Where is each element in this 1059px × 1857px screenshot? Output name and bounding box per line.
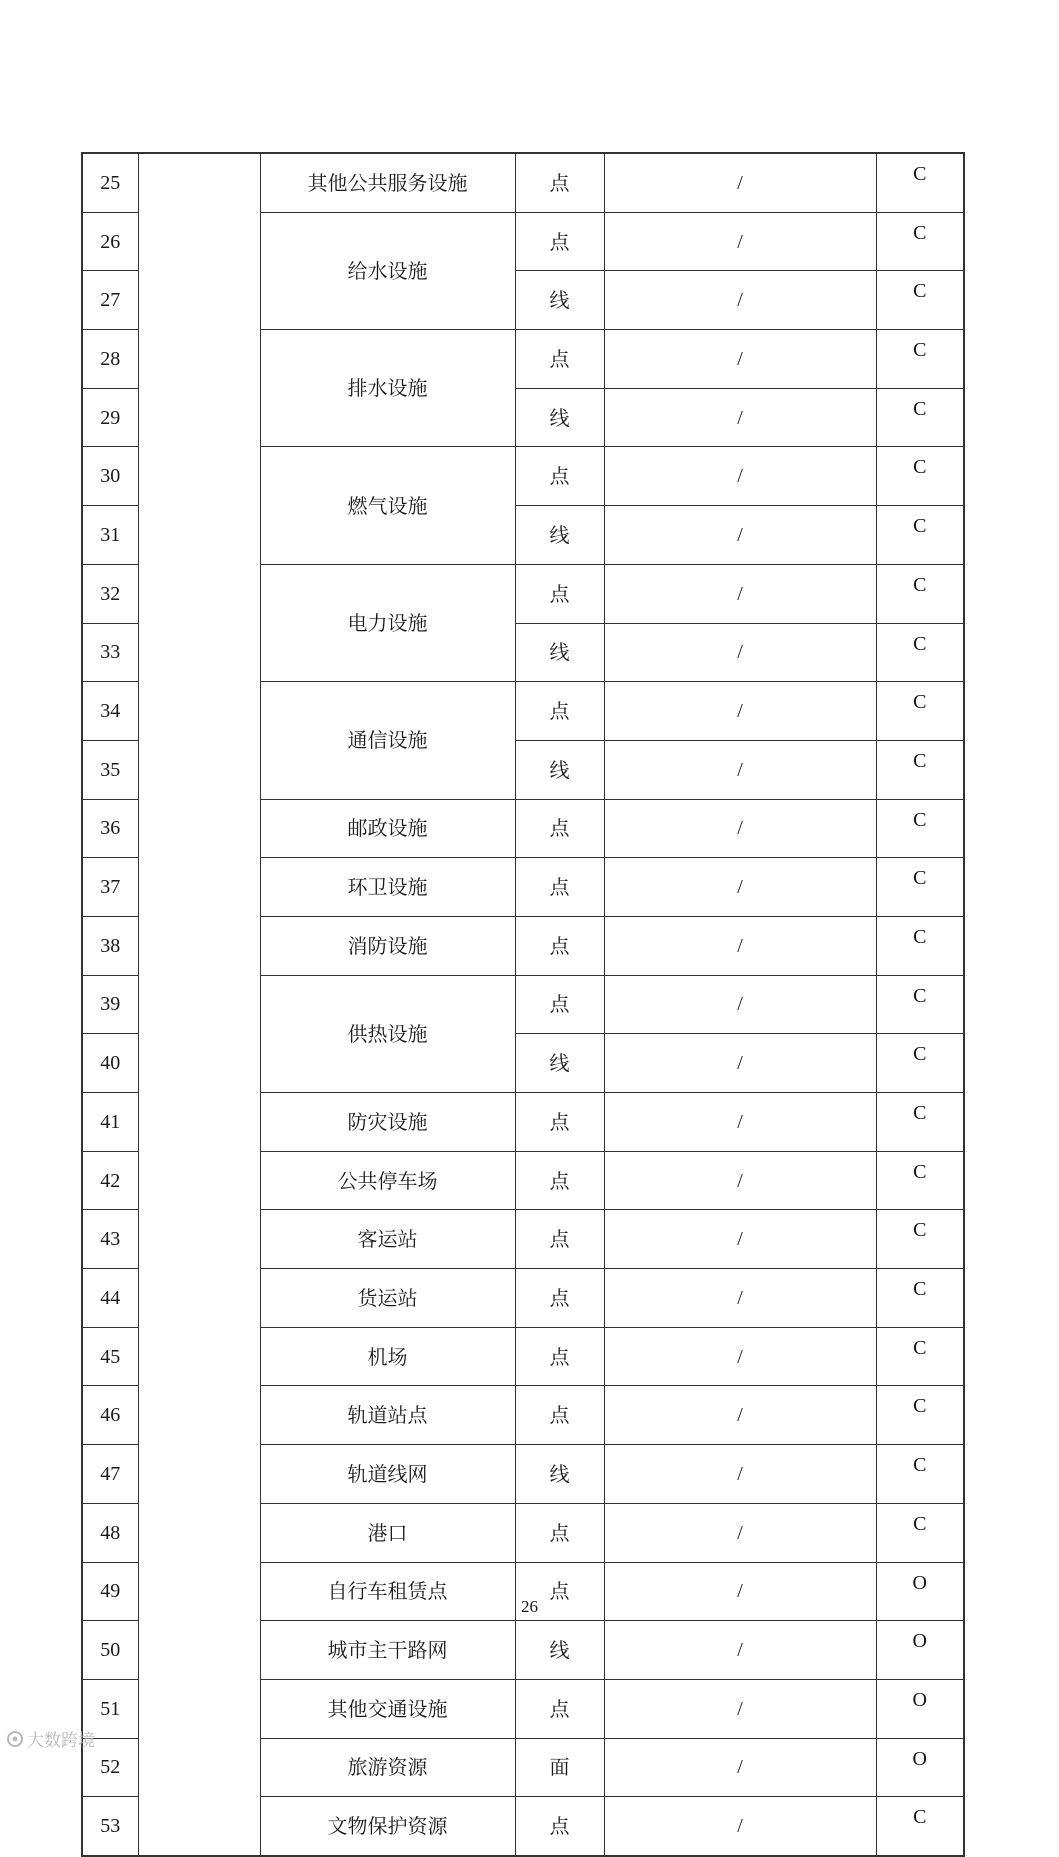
- requirement-cell: /: [604, 1445, 876, 1504]
- geometry-type-cell: 点: [515, 1562, 604, 1621]
- row-number-cell: 29: [82, 388, 138, 447]
- grade-cell: C: [876, 1093, 964, 1152]
- row-number-cell: 27: [82, 271, 138, 330]
- requirement-cell: /: [604, 1269, 876, 1328]
- watermark-logo-icon: [6, 1730, 24, 1748]
- geometry-type-cell: 点: [515, 1093, 604, 1152]
- grade-cell: C: [876, 1386, 964, 1445]
- grade-cell: C: [876, 1445, 964, 1504]
- row-number-cell: 53: [82, 1797, 138, 1856]
- grade-cell: O: [876, 1679, 964, 1738]
- geometry-type-cell: 线: [515, 388, 604, 447]
- requirement-cell: /: [604, 916, 876, 975]
- row-number-cell: 32: [82, 564, 138, 623]
- row-number-cell: 37: [82, 858, 138, 917]
- facility-name-cell: 轨道线网: [260, 1445, 515, 1504]
- row-number-cell: 51: [82, 1679, 138, 1738]
- geometry-type-cell: 线: [515, 623, 604, 682]
- row-number-cell: 40: [82, 1034, 138, 1093]
- geometry-type-cell: 点: [515, 212, 604, 271]
- row-number-cell: 47: [82, 1445, 138, 1504]
- grade-cell: C: [876, 1797, 964, 1856]
- geometry-type-cell: 点: [515, 799, 604, 858]
- geometry-type-cell: 点: [515, 858, 604, 917]
- geometry-type-cell: 点: [515, 682, 604, 741]
- grade-cell: C: [876, 623, 964, 682]
- requirement-cell: /: [604, 330, 876, 389]
- facility-name-cell: 排水设施: [260, 330, 515, 447]
- grade-cell: O: [876, 1621, 964, 1680]
- grade-cell: C: [876, 212, 964, 271]
- row-number-cell: 49: [82, 1562, 138, 1621]
- requirement-cell: /: [604, 1093, 876, 1152]
- requirement-cell: /: [604, 623, 876, 682]
- requirement-cell: /: [604, 1679, 876, 1738]
- geometry-type-cell: 点: [515, 1503, 604, 1562]
- geometry-type-cell: 点: [515, 153, 604, 212]
- row-number-cell: 36: [82, 799, 138, 858]
- requirement-cell: /: [604, 740, 876, 799]
- geometry-type-cell: 线: [515, 506, 604, 565]
- facility-name-cell: 机场: [260, 1327, 515, 1386]
- requirement-cell: /: [604, 271, 876, 330]
- facility-name-cell: 港口: [260, 1503, 515, 1562]
- geometry-type-cell: 线: [515, 1445, 604, 1504]
- facility-name-cell: 客运站: [260, 1210, 515, 1269]
- requirement-cell: /: [604, 1797, 876, 1856]
- requirement-cell: /: [604, 1327, 876, 1386]
- geometry-type-cell: 点: [515, 1386, 604, 1445]
- requirement-cell: /: [604, 1034, 876, 1093]
- requirement-cell: /: [604, 1151, 876, 1210]
- geometry-type-cell: 点: [515, 975, 604, 1034]
- geometry-type-cell: 点: [515, 1151, 604, 1210]
- watermark: [6, 1726, 95, 1751]
- requirement-cell: /: [604, 153, 876, 212]
- table-row: [82, 153, 964, 212]
- facility-name-cell: 电力设施: [260, 564, 515, 681]
- row-number-cell: 44: [82, 1269, 138, 1328]
- row-number-cell: 30: [82, 447, 138, 506]
- facility-name-cell: 文物保护资源: [260, 1797, 515, 1856]
- requirement-cell: /: [604, 1210, 876, 1269]
- geometry-type-cell: 点: [515, 447, 604, 506]
- geometry-type-cell: 线: [515, 1034, 604, 1093]
- grade-cell: C: [876, 682, 964, 741]
- grade-cell: C: [876, 388, 964, 447]
- row-number-cell: 35: [82, 740, 138, 799]
- facility-name-cell: 供热设施: [260, 975, 515, 1092]
- geometry-type-cell: 点: [515, 564, 604, 623]
- grade-cell: C: [876, 447, 964, 506]
- requirement-cell: /: [604, 682, 876, 741]
- grade-cell: C: [876, 1269, 964, 1328]
- grade-cell: C: [876, 330, 964, 389]
- watermark-text: 大数跨境: [27, 1731, 95, 1751]
- grade-cell: C: [876, 740, 964, 799]
- facility-name-cell: 城市主干路网: [260, 1621, 515, 1680]
- row-number-cell: 28: [82, 330, 138, 389]
- page-number: 26: [521, 1597, 538, 1616]
- requirement-cell: /: [604, 1621, 876, 1680]
- requirement-cell: /: [604, 799, 876, 858]
- requirement-cell: /: [604, 1562, 876, 1621]
- row-number-cell: 38: [82, 916, 138, 975]
- facility-name-cell: 燃气设施: [260, 447, 515, 564]
- requirement-cell: /: [604, 1503, 876, 1562]
- row-number-cell: 52: [82, 1738, 138, 1797]
- geometry-type-cell: 点: [515, 1269, 604, 1328]
- row-number-cell: 46: [82, 1386, 138, 1445]
- grade-cell: C: [876, 858, 964, 917]
- geometry-type-cell: 点: [515, 330, 604, 389]
- geometry-type-cell: 面: [515, 1738, 604, 1797]
- requirement-cell: /: [604, 388, 876, 447]
- requirement-cell: /: [604, 564, 876, 623]
- geometry-type-cell: 点: [515, 1797, 604, 1856]
- geometry-type-cell: 点: [515, 1210, 604, 1269]
- facility-name-cell: 轨道站点: [260, 1386, 515, 1445]
- row-number-cell: 48: [82, 1503, 138, 1562]
- geometry-type-cell: 点: [515, 1327, 604, 1386]
- facility-name-cell: 消防设施: [260, 916, 515, 975]
- requirement-cell: /: [604, 858, 876, 917]
- grade-cell: C: [876, 271, 964, 330]
- grade-cell: C: [876, 564, 964, 623]
- facility-name-cell: 邮政设施: [260, 799, 515, 858]
- facility-name-cell: 其他公共服务设施: [260, 153, 515, 212]
- grade-cell: C: [876, 1210, 964, 1269]
- geometry-type-cell: 线: [515, 1621, 604, 1680]
- grade-cell: C: [876, 153, 964, 212]
- facility-name-cell: 通信设施: [260, 682, 515, 799]
- row-number-cell: 43: [82, 1210, 138, 1269]
- grade-cell: C: [876, 1503, 964, 1562]
- row-number-cell: 26: [82, 212, 138, 271]
- row-number-cell: 42: [82, 1151, 138, 1210]
- grade-cell: C: [876, 1151, 964, 1210]
- facility-name-cell: 其他交通设施: [260, 1679, 515, 1738]
- row-number-cell: 50: [82, 1621, 138, 1680]
- facility-name-cell: 防灾设施: [260, 1093, 515, 1152]
- geometry-type-cell: 点: [515, 916, 604, 975]
- facility-name-cell: 自行车租赁点: [260, 1562, 515, 1621]
- facility-name-cell: 旅游资源: [260, 1738, 515, 1797]
- requirement-cell: /: [604, 506, 876, 565]
- requirement-cell: /: [604, 212, 876, 271]
- row-number-cell: 45: [82, 1327, 138, 1386]
- geometry-type-cell: 线: [515, 740, 604, 799]
- requirement-cell: /: [604, 447, 876, 506]
- facility-name-cell: 给水设施: [260, 212, 515, 329]
- row-number-cell: 31: [82, 506, 138, 565]
- geometry-type-cell: 线: [515, 271, 604, 330]
- row-number-cell: 25: [82, 153, 138, 212]
- row-number-cell: 41: [82, 1093, 138, 1152]
- facility-name-cell: 环卫设施: [260, 858, 515, 917]
- facility-name-cell: 公共停车场: [260, 1151, 515, 1210]
- requirement-cell: /: [604, 1386, 876, 1445]
- grade-cell: C: [876, 916, 964, 975]
- requirement-cell: /: [604, 975, 876, 1034]
- facility-name-cell: 货运站: [260, 1269, 515, 1328]
- grade-cell: C: [876, 799, 964, 858]
- grade-cell: C: [876, 1327, 964, 1386]
- row-number-cell: 34: [82, 682, 138, 741]
- grade-cell: O: [876, 1562, 964, 1621]
- grade-cell: C: [876, 975, 964, 1034]
- row-number-cell: 33: [82, 623, 138, 682]
- grade-cell: O: [876, 1738, 964, 1797]
- geometry-type-cell: 点: [515, 1679, 604, 1738]
- grade-cell: C: [876, 1034, 964, 1093]
- requirement-cell: /: [604, 1738, 876, 1797]
- grade-cell: C: [876, 506, 964, 565]
- row-number-cell: 39: [82, 975, 138, 1034]
